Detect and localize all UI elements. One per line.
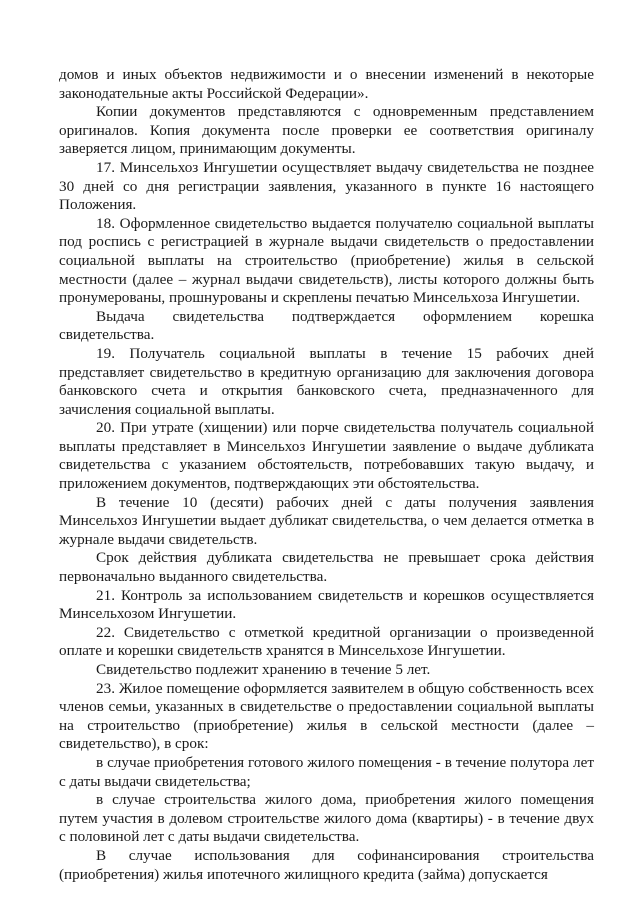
paragraph: 23. Жилое помещение оформляется заявителем в общую собственность всех членов семьи, указанных в свидетельстве о предоставлении социальной выплаты на строительство (приобретение) жилья в сельской местности (далее – свидетельство), в срок:: [59, 679, 594, 753]
paragraph: В течение 10 (десяти) рабочих дней с даты получения заявления Минсельхоз Ингушетии выдает дубликат свидетельства, о чем делается отметка в журнале выдачи свидетельств.: [59, 493, 594, 548]
paragraph: Копии документов представляются с одновременным представлением оригиналов. Копия документа после проверки ее соответствия оригиналу заверяется лицом, принимающим документы.: [59, 103, 594, 158]
paragraph: 18. Оформленное свидетельство выдается получателю социальной выплаты под роспись с регистрацией в журнале выдачи свидетельств о предоставлении социальной выплаты на строительство (приобретение) жилья в сельской местности (далее – журнал выдачи свидетельств), листы которого должны быть пронумерованы, прошнурованы и скреплены печатью Минсельхоза Ингушетии.: [59, 214, 594, 307]
document-page: [59, 66, 594, 884]
paragraph: Выдача свидетельства подтверждается оформлением корешка свидетельства.: [59, 307, 594, 344]
paragraph: 20. При утрате (хищении) или порче свидетельства получатель социальной выплаты представляет в Минсельхоз Ингушетии заявление о выдаче дубликата свидетельства с указанием обстоятельств, потребовавших такую выдачу, и приложением документов, подтверждающих эти обстоятельства.: [59, 419, 594, 493]
paragraph: в случае строительства жилого дома, приобретения жилого помещения путем участия в долевом строительстве жилого дома (квартиры) - в течение двух с половиной лет с даты выдачи свидетельства.: [59, 791, 594, 846]
paragraph: 19. Получатель социальной выплаты в течение 15 рабочих дней представляет свидетельство в кредитную организацию для заключения договора банковского счета и открытия банковского счета, предназначенного для зачисления социальной выплаты.: [59, 344, 594, 418]
paragraph: домов и иных объектов недвижимости и о внесении изменений в некоторые законодательные акты Российской Федерации».: [59, 66, 594, 102]
paragraph: в случае приобретения готового жилого помещения - в течение полутора лет с даты выдачи свидетельства;: [59, 753, 594, 790]
paragraph: 17. Минсельхоз Ингушетии осуществляет выдачу свидетельства не позднее 30 дней со дня регистрации заявления, указанного в пункте 16 настоящего Положения.: [59, 158, 594, 214]
paragraph: Свидетельство подлежит хранению в течение 5 лет.: [96, 661, 431, 678]
paragraph: Срок действия дубликата свидетельства не превышает срока действия первоначально выданного свидетельства.: [59, 549, 594, 586]
paragraph: 22. Свидетельство с отметкой кредитной организации о произведенной оплате и корешки свидетельств хранятся в Минсельхозе Ингушетии.: [59, 623, 594, 660]
paragraph: 21. Контроль за использованием свидетельств и корешков осуществляется Минсельхозом Ингушетии.: [59, 586, 594, 623]
paragraph: В случае использования для софинансирования строительства (приобретения) жилья ипотечного жилищного кредита (займа) допускается: [59, 846, 594, 883]
